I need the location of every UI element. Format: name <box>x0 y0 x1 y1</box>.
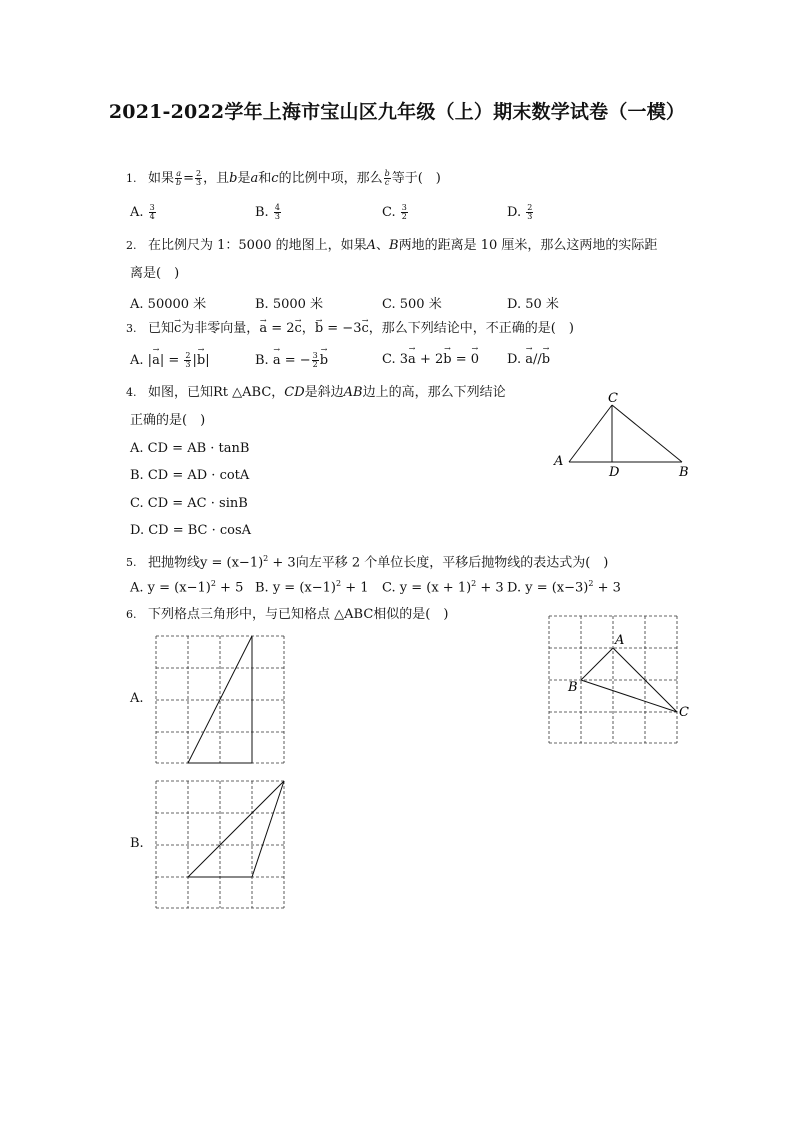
q6-option-b-grid <box>150 775 290 915</box>
question-3: 3. 已知→ c为非零向量，→ a = 2→ c，→ b = −3→ c，那么下列结论中，不正确的是( ) <box>126 321 574 337</box>
q1-option-a: A. $\frac{3}{4}$ <box>130 203 155 221</box>
label-c: C <box>608 391 618 406</box>
q4-triangle-figure <box>550 388 700 480</box>
label-b: B <box>679 465 689 480</box>
q2-option-a: A. 50000 米 <box>130 297 207 312</box>
q6-reference-grid <box>540 610 700 750</box>
fraction: $\frac{2}{3}$ <box>196 169 202 187</box>
q1-option-d: D. $\frac{2}{3}$ <box>507 203 533 221</box>
label-b: B <box>568 680 578 695</box>
q6-option-b-label: B. <box>130 836 144 851</box>
fraction: $\frac{b}{c}$ <box>384 169 390 187</box>
label-a: A <box>615 633 625 648</box>
question-5: 5. 把抛物线$y = (x-1)^2 + 3$向左平移 2 个单位长度，平移后抛物线的表达式为( ) <box>126 554 609 571</box>
triangle-option-b <box>188 781 284 877</box>
q3-option-a: A. |→ a| = $\frac{2}{3}$ |→ b| <box>130 352 210 369</box>
fraction: $\frac{a}{b}$ <box>176 169 182 187</box>
label-d: D <box>609 465 620 480</box>
question-1: 1. 如果 $\frac{a}{b}$ = $\frac{2}{3}$ ，且b是a和c的比例中项，那么 $\frac{b}{c}$ 等于( ) <box>126 169 441 187</box>
side-cb <box>612 405 682 462</box>
question-6: 6. 下列格点三角形中，与已知格点 △ABC相似的是( ) <box>126 607 449 622</box>
question-2: 2. 在比例尺为 1：5000 的地图上，如果A、B两地的距离是 10 厘米，那么这两地的实际距 <box>126 238 658 253</box>
question-4-line-2: 正确的是( ) <box>130 413 206 428</box>
q1-option-b: B. $\frac{4}{3}$ <box>255 203 280 221</box>
page-title: 2021-2022学年上海市宝山区九年级（上）期末数学试卷（一模） <box>108 101 686 123</box>
q5-option-d: D. $y = (x-3)^2 + 3$ <box>507 579 621 596</box>
q4-option-c: C. CD = AC · sinB <box>130 496 248 511</box>
q2-option-b: B. 5000 米 <box>255 297 324 312</box>
q5-option-c: C. $y = (x + 1)^2 + 3$ <box>382 579 504 596</box>
question-4: 4. 如图，已知Rt △ABC，CD是斜边AB边上的高，那么下列结论 <box>126 385 506 400</box>
q3-option-b: B. → a = − $\frac{3}{2}$ → b <box>255 352 328 369</box>
q6-option-a-label: A. <box>130 691 144 706</box>
q4-option-d: D. CD = BC · cosA <box>130 523 252 538</box>
q2-option-c: C. 500 米 <box>382 297 442 312</box>
q5-option-a: A. $y = (x-1)^2 + 5$ <box>130 579 244 596</box>
q3-option-d: D. → a//→ b <box>507 352 550 367</box>
label-c: C <box>679 705 689 720</box>
label-a: A <box>554 454 564 469</box>
q6-option-a-grid <box>150 630 290 770</box>
q5-option-b: B. $y = (x-1)^2 + 1$ <box>255 579 369 596</box>
q2-option-d: D. 50 米 <box>507 297 559 312</box>
q1-option-c: C. $\frac{3}{2}$ <box>382 203 407 221</box>
question-number: 1. <box>126 172 137 185</box>
q4-option-b: B. CD = AD · cotA <box>130 468 250 483</box>
q4-option-a: A. CD = AB · tanB <box>130 441 250 456</box>
side-ca <box>569 405 612 462</box>
q3-option-c: C. 3→ a + 2→ b = → 0 <box>382 352 479 367</box>
question-2-line-2: 离是( ) <box>130 266 180 281</box>
